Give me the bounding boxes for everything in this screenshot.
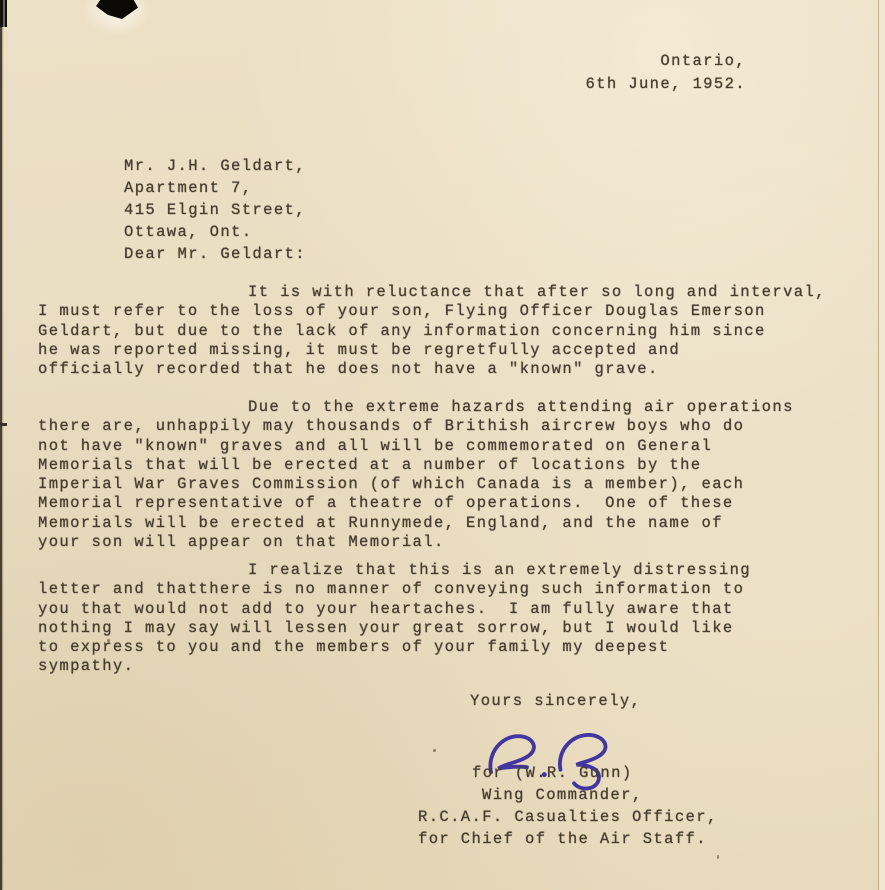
scan-edge-left bbox=[0, 0, 2, 890]
paragraph-line: It is with reluctance that after so long and interval, bbox=[248, 283, 826, 301]
paragraph-line: I realize that this is an extremely distressing bbox=[248, 561, 751, 579]
paragraph-2 bbox=[38, 398, 838, 552]
address-line: Mr. J.H. Geldart, bbox=[124, 157, 306, 175]
paper-speck bbox=[433, 749, 436, 752]
paragraph-line: Memorial representative of a theatre of operations. One of these bbox=[38, 494, 734, 513]
valediction: Yours sincerely, bbox=[470, 692, 642, 710]
paragraph-line: your son will appear on that Memorial. bbox=[38, 533, 445, 552]
paragraph-line: Geldart, but due to the lack of any information concerning him since bbox=[38, 321, 766, 340]
scan-edge-right-strip bbox=[879, 0, 885, 890]
place-line: Ontario, bbox=[660, 52, 746, 70]
paper-speck bbox=[717, 855, 719, 859]
paragraph-line: Imperial War Graves Commission (of which Canada is a member), each bbox=[38, 475, 745, 494]
paragraph-line: officially recorded that he does not have a "known" grave. bbox=[38, 360, 659, 379]
paragraph-line: sympathy. bbox=[38, 657, 135, 676]
paragraph-line: letter and thatthere is no manner of conveying such information to bbox=[38, 580, 745, 599]
paragraph-line: he was reported missing, it must be regretfully accepted and bbox=[38, 340, 681, 359]
address-line: Apartment 7, bbox=[124, 179, 253, 197]
paper-speck bbox=[0, 423, 7, 426]
signed-by-line: for Chief of the Air Staff. bbox=[418, 830, 707, 848]
paragraph-line: there are, unhappily may thousands of Brithish aircrew boys who do bbox=[38, 417, 745, 436]
paragraph-3 bbox=[38, 561, 838, 677]
paragraph-line: you that would not add to your heartaches. I am fully aware that bbox=[38, 599, 734, 618]
signed-by-line: R.C.A.F. Casualties Officer, bbox=[418, 808, 718, 826]
paragraph-line: Memorials that will be erected at a number of locations by the bbox=[38, 455, 702, 474]
salutation: Dear Mr. Geldart: bbox=[124, 245, 306, 263]
paragraph-1 bbox=[38, 283, 838, 379]
paragraph-line: to express to you and the members of your family my deepest bbox=[38, 638, 670, 657]
recipient-address bbox=[124, 155, 306, 243]
scan-edge-right-line bbox=[878, 0, 879, 890]
paragraph-line: not have "known" graves and all will be commemorated on General bbox=[38, 436, 713, 455]
scan-corner-mark bbox=[0, 0, 7, 27]
paragraph-line: Memorials will be erected at Runnymede, England, and the name of bbox=[38, 513, 723, 532]
paragraph-line: nothing I may say will lessen your great sorrow, but I would like bbox=[38, 618, 734, 637]
paragraph-line: Due to the extreme hazards attending air operations bbox=[248, 398, 794, 416]
date-block bbox=[585, 50, 746, 96]
address-line: 415 Elgin Street, bbox=[124, 201, 306, 219]
signed-by-line: for (W.R. Gunn) bbox=[472, 764, 633, 782]
address-line: Ottawa, Ont. bbox=[124, 223, 253, 241]
signed-by-line: Wing Commander, bbox=[482, 786, 643, 804]
paragraph-line: I must refer to the loss of your son, Flying Officer Douglas Emerson bbox=[38, 302, 766, 321]
date-line: 6th June, 1952. bbox=[585, 75, 746, 93]
signature-block bbox=[418, 762, 718, 850]
